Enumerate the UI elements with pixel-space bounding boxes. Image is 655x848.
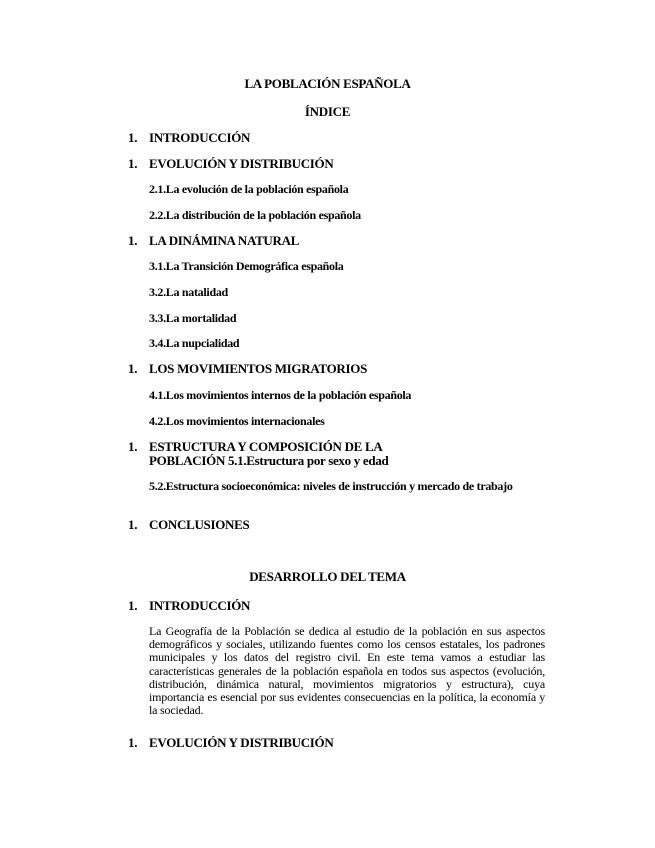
section-label: ESTRUCTURA Y COMPOSICIÓN DE LA POBLACIÓN 5.1.Estructura por sexo y edad — [149, 439, 389, 468]
index-subsection-3-3: 3.3.La mortalidad — [149, 311, 237, 325]
section-number: 1. — [128, 735, 138, 750]
index-section-introduccion — [128, 130, 250, 146]
index-subsection-3-4: 3.4.La nupcialidad — [149, 336, 240, 350]
index-subsection-3-2: 3.2.La natalidad — [149, 285, 228, 299]
index-subsection-5-2: 5.2.Estructura socioeconómica: niveles de instrucción y mercado de trabajo — [149, 479, 513, 493]
section-label: INTRODUCCIÓN — [149, 130, 251, 145]
section-number: 1. — [128, 130, 138, 145]
section-label: EVOLUCIÓN Y DISTRIBUCIÓN — [149, 735, 334, 750]
index-section-estructura — [128, 440, 428, 468]
section-number: 1. — [128, 517, 138, 532]
index-section-evolucion — [128, 156, 333, 172]
index-section-migraciones — [128, 361, 367, 377]
section-label: LA DINÁMINA NATURAL — [149, 233, 300, 248]
dev-section-introduccion — [128, 598, 250, 614]
document-title: LA POBLACIÓN ESPAÑOLA — [244, 76, 411, 91]
index-heading: ÍNDICE — [304, 104, 351, 119]
section-number: 1. — [128, 156, 138, 171]
index-subsection-4-1: 4.1.Los movimientos internos de la población española — [149, 388, 412, 402]
index-subsection-4-2: 4.2.Los movimientos internacionales — [149, 414, 325, 428]
index-subsection-3-1: 3.1.La Transición Demográfica española — [149, 259, 344, 273]
section-number: 1. — [128, 598, 138, 613]
section-label: LOS MOVIMIENTOS MIGRATORIOS — [149, 361, 367, 376]
section-label: INTRODUCCIÓN — [149, 598, 251, 613]
development-heading: DESARROLLO DEL TEMA — [249, 569, 406, 584]
index-section-dinamica — [128, 233, 299, 249]
index-subsection-2-1: 2.1.La evolución de la población española — [149, 182, 349, 196]
section-number: 1. — [128, 233, 138, 248]
section-label: CONCLUSIONES — [149, 517, 250, 532]
dev-section-evolucion — [128, 735, 333, 751]
introduction-paragraph: La Geografía de la Población se dedica al estudio de la población en sus aspectos demográficos y sociales, utilizando fuentes como los censos estatales, los padrones municipales y los datos del registro civil. En este tema vamos a estudiar las características generales de la población española en todos sus aspectos (evolución, distribución, dinámica natural, movimientos migratorios y estructura), cuya importancia es esencial por sus evidentes consecuencias en la política, la economía y la sociedad. — [149, 624, 545, 718]
section-number: 1. — [128, 439, 138, 454]
section-label: EVOLUCIÓN Y DISTRIBUCIÓN — [149, 156, 334, 171]
index-section-conclusiones — [128, 517, 249, 533]
section-number: 1. — [128, 361, 138, 376]
index-subsection-2-2: 2.2.La distribución de la población española — [149, 208, 361, 222]
